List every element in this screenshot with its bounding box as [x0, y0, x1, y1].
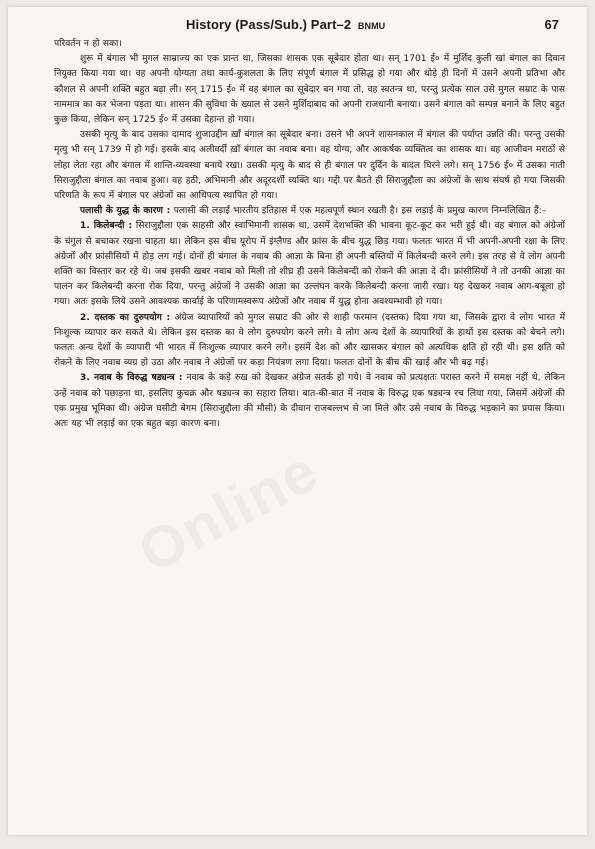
page-number: 67: [544, 17, 559, 32]
watermark: Online: [128, 437, 329, 586]
university-label: BNMU: [357, 21, 386, 31]
page-body: [54, 37, 565, 432]
paragraph-fortification: [54, 219, 565, 310]
running-title: [186, 17, 385, 32]
section-heading-plassey: पलासी के युद्ध के कारण :: [80, 206, 171, 217]
paragraph-conspiracy: [54, 371, 565, 432]
paragraph-plassey-causes: [54, 204, 565, 219]
point-heading-dastak: 2. दस्तक का दुरुपयोग :: [80, 312, 171, 323]
section-text-plassey: पलासी की लड़ाई भारतीय इतिहास में एक महत्वपूर्ण स्थान रखती है। इस लड़ाई के प्रमुख कारण निम्नलिखित हैं:–: [170, 206, 547, 217]
point-heading-fortification: 1. किलेबन्दी :: [80, 221, 133, 232]
paragraph-dastak-misuse: [54, 311, 565, 372]
paragraph-succession: उसकी मृत्यु के बाद उसका दामाद शुजाउद्दीन ख़ाँ बंगाल का सूबेदार बना। उसने भी अपने शासनकाल में बंगाल की पर्याप्त उन्नति की। परन्तु उसकी मृत्यु भी सन् 1739 में हो गई। इसके बाद अलीवर्दी ख़ाँ बंगाल का नवाब बना। वह योग्य, और आकर्षक व्यक्तित्व का शासक था। वह आजीवन मराठों से लोहा लेता रहा और बंगाल में शान्ति-व्यवस्था बनाये रखा। उसकी मृत्यु के बाद से ही बंगाल पर दुर्दिन के बादल घिरने लगे। सन् 1756 ई० में उसका नाती सिराजुद्दौला बंगाल का नवाब हुआ। वह हठी, अभिमानी और अदूरदर्शी व्यक्ति था। गद्दी पर बैठते ही सिराजुद्दौला का अंग्रेजों के साथ संघर्ष हो गया जिसकी परिणति के रूप में बंगाल पर अंग्रेजों का आधिपत्य स्थापित हो गया।: [54, 130, 566, 202]
book-title: History (Pass/Sub.) Part–2: [186, 17, 352, 32]
point-text-dastak: अंग्रेज व्यापारियों को मुगल सम्राट की ओर से शाही फरमान (दस्तक) दिया गया था, जिसके द्वारा वे लोग भारत में निःशुल्क व्यापार कर सकते थे। लेकिन इस दस्तक का वे लोग दुरुपयोग करने लगे। वे लोग अन्य देशों के व्यापारियों के हाथों इस दस्तक को बेचने लगे। फलतः अन्य देशों के व्यापारी भी भारत में निःशुल्क व्यापार करने लगे। इसमें देश को और खासकर बंगाल को अत्यधिक क्षति हो रही थी। इस क्षति को रोकने के लिए नवाब व्यग्र हो उठा और नवाब ने अंग्रेजों पर कड़ा नियंत्रण लगा दिया। फलतः दोनों के बीच की खाई और भी बढ़ गई।: [54, 312, 566, 369]
document-page: [8, 7, 587, 835]
point-heading-conspiracy: 3. नवाब के विरुद्ध षड्यन्त्र :: [80, 373, 183, 384]
point-text-fortification: सिराजुद्दौला एक साहसी और स्वाभिमानी शासक था, उसमें देशभक्ति की भावना कूट-कूट कर भरी हुई थी। वह बंगाल को अंग्रेजों के चंगुल से बचाकर रखना चाहता था। लेकिन इस बीच यूरोप में इंग्लैण्ड और फ्रांस के बीच युद्ध छिड़ गया। फलतः भारत में भी अपनी-अपनी रक्षा के लिए अंग्रेजों और फ्रांसीसियों में होड़ लग गई। दोनों ही बंगाल के नवाब की आज्ञा के बिना ही अपनी बस्तियों में किलेबन्दी करने लगे। इस तरह से वे लोग अपनी शक्ति का विस्तार कर रहे थे। जब इसकी खबर नवाब को मिली तो शीघ्र ही उसने किलेबन्दी को रोकने की आज्ञा दे दी। फ्रांसीसियों ने तो उनकी आज्ञा का पालन कर किलेबन्दी करना रोक दिया, परन्तु अंग्रेजों ने उसकी आज्ञा का उल्लंघन करके किलेबन्दी करना जारी रखा। यह देखकर नवाब आग-बबूला हो गया। अतः इसके लिये उसने आवश्यक कार्वाई के परिणामस्वरूप अंग्रेजों और नवाब में युद्ध होना अवश्यम्भावी हो गया।: [54, 221, 565, 308]
point-text-conspiracy: नवाब के कड़े रुख को देखकर अंग्रेज सतर्क हो गये। वे नवाब को प्रत्यक्षतः परास्त करने में समक्ष नहीं थे, लेकिन उन्हें नवाब को पछाड़ना था, इसलिए कुचक्र और षड्यन्त्र का सहारा लिया। बात-की-बात में नवाब के विरुद्ध एक षड्यन्त्र रच लिया गया, जिसमें अंग्रेजों की एक प्रमुख भूमिका थी। अंग्रेज घसीटी बेगम (सिराजुद्दौला की मौसी) के दीवान राजबल्लभ से जा मिले और उसे नवाब के विरुद्ध भड़काने का प्रयास किया। अतः यह भी लड़ाई का एक बहुत बड़ा कारण बना।: [54, 373, 566, 430]
paragraph-continuation: परिवर्तन न हो सका।: [54, 39, 122, 49]
paragraph-murshid-quli-khan: शुरू में बंगाल भी मुगल साम्राज्य का एक प्रान्त था, जिसका शासक एक सूबेदार होता था। सन् 1701 ई० में मुर्शिद कुली खां बंगाल का दिवान नियुक्त किया गया था। वह अपनी योग्यता तथा कार्य-कुशलता के लिए संपूर्ण बंगाल में प्रसिद्ध हो गया और थोड़े ही दिनों में उसने अपनी प्रतिभा और कौशल से अपनी शक्ति बहुत बढ़ा ली। सन् 1715 ई० में वह बंगाल का सूबेदार बन गया तो, वह स्वतन्त्र था, परन्तु प्रत्येक साल उसे मुगल सम्राट के पास नाममात्र का कर भेजना पड़ता था। शासन की सुविधा के ख्याल से उसने मुर्शिदाबाद को अपनी राजधानी बनाया। उसने बंगाल को सम्पन्न बनाने के लिए बहुत कुछ किया, लेकिन सन् 1725 ई० में उसका देहान्त हो गया।: [54, 54, 565, 126]
